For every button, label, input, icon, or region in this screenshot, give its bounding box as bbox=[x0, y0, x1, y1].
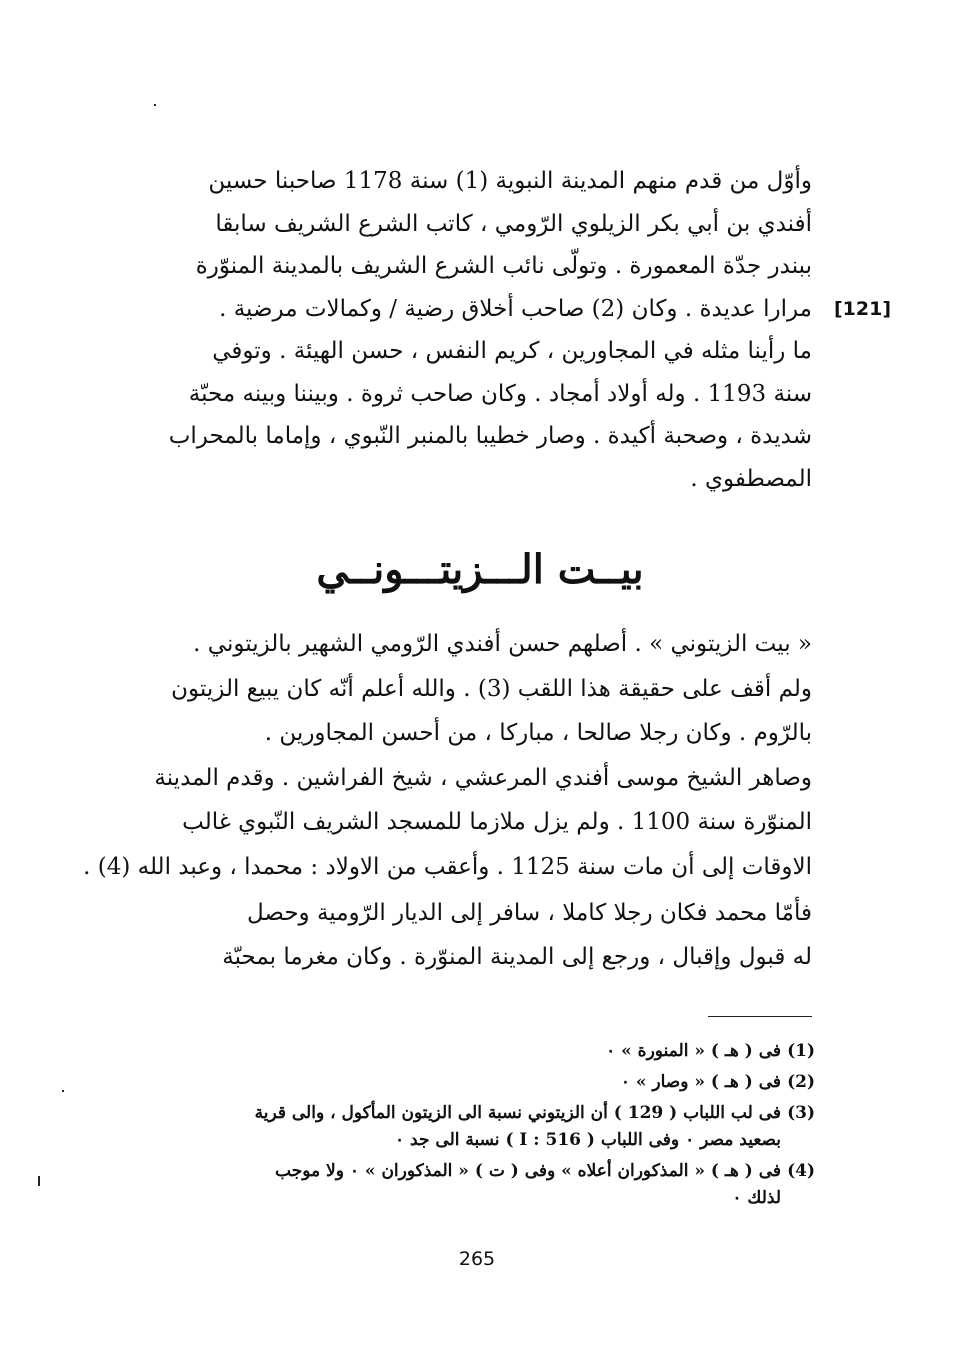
text-line: ما رأينا مثله في المجاورين ، كريم النفس ، حسن الهيئة . وتوفي bbox=[212, 338, 812, 364]
text-line: الاوقات إلى أن مات سنة 1125 . وأعقب من الاولاد : محمدا ، وعبد الله (4) . bbox=[83, 853, 812, 880]
footnote bbox=[140, 1100, 815, 1154]
footnote-number: (2) bbox=[787, 1072, 815, 1092]
paragraph-bayt-al-zaytuni bbox=[83, 622, 812, 889]
footnote-line: فى ( هـ ) « المنورة » ٠ bbox=[606, 1041, 781, 1061]
text-line: مرارا عديدة . وكان (2) صاحب أخلاق رضية / وكمالات مرضية . bbox=[219, 295, 812, 322]
text-line: المنوّرة سنة 1100 . ولم يزل ملازما للمسجد الشريف النّبوي غالب bbox=[182, 809, 812, 835]
footnote bbox=[140, 1038, 815, 1065]
footnote-text bbox=[140, 1038, 781, 1065]
text-line: ولم أقف على حقيقة هذا اللقب (3) . والله أعلم أنّه كان يبيع الزيتون bbox=[171, 675, 812, 702]
text-line: شديدة ، وصحبة أكيدة . وصار خطيبا بالمنبر النّبوي ، وإماما بالمحراب bbox=[168, 423, 812, 449]
text-line: وصاهر الشيخ موسى أفندي المرعشي ، شيخ الفراشين . وقدم المدينة bbox=[154, 764, 812, 791]
footnote-divider bbox=[708, 1016, 812, 1017]
footnote bbox=[140, 1069, 815, 1096]
text-line: « بيت الزيتوني » . أصلهم حسن أفندي الرّومي الشهير بالزيتوني . bbox=[193, 631, 812, 657]
footnote-text bbox=[140, 1100, 781, 1154]
footnote-line: فى ( هـ ) « وصار » ٠ bbox=[620, 1072, 781, 1092]
text-line: سنة 1193 . وله أولاد أمجاد . وكان صاحب ثروة . وبيننا وبينه محبّة bbox=[188, 380, 812, 407]
footnote-line: فى لب اللباب ( 129 ) أن الزيتوني نسبة الى الزيتون المأكول ، والى قرية bbox=[254, 1103, 781, 1123]
text-line: له قبول وإقبال ، ورجع إلى المدينة المنوّرة . وكان مغرما بمحبّة bbox=[222, 944, 812, 970]
footnote-number: (1) bbox=[787, 1041, 815, 1061]
paragraph-hussein-efendi bbox=[150, 160, 812, 500]
footnote-text bbox=[140, 1069, 781, 1096]
text-line: فأمّا محمد فكان رجلا كاملا ، سافر إلى الديار الرّومية وحصل bbox=[246, 900, 812, 926]
text-line: أفندي بن أبي بكر الزيلوي الرّومي ، كاتب الشرع الشريف سابقا bbox=[215, 210, 812, 237]
scan-speck bbox=[38, 1176, 40, 1186]
footnote-text bbox=[140, 1158, 781, 1212]
footnote-line: بصعيد مصر ٠ وفى اللباب ( I : 516 ) نسبة الى جد ٠ bbox=[395, 1130, 781, 1150]
footnotes bbox=[140, 1038, 815, 1216]
page-number: 265 bbox=[458, 1248, 496, 1270]
scan-speck bbox=[62, 1090, 64, 1092]
manuscript-folio-marker: [121] bbox=[834, 298, 892, 320]
paragraph-muhammad bbox=[150, 891, 812, 979]
text-line: بالرّوم . وكان رجلا صالحا ، مباركا ، من أحسن المجاورين . bbox=[264, 720, 812, 746]
footnote-number: (4) bbox=[787, 1161, 815, 1181]
footnote-line: لذلك ٠ bbox=[732, 1188, 781, 1208]
text-line: المصطفوي . bbox=[690, 465, 812, 492]
section-heading: بيــت الـــزيتـــونــي bbox=[316, 546, 644, 593]
text-line: ببندر جدّة المعمورة . وتولّى نائب الشرع الشريف بالمدينة المنوّرة bbox=[195, 253, 812, 279]
footnote-number: (3) bbox=[787, 1103, 815, 1123]
text-line: وأوّل من قدم منهم المدينة النبوية (1) سنة 1178 صاحبنا حسين bbox=[208, 168, 812, 194]
scan-speck bbox=[154, 104, 156, 106]
footnote bbox=[140, 1158, 815, 1212]
footnote-line: فى ( هـ ) « المذكوران أعلاه » وفى ( ت ) « المذكوران » ٠ ولا موجب bbox=[275, 1161, 781, 1181]
